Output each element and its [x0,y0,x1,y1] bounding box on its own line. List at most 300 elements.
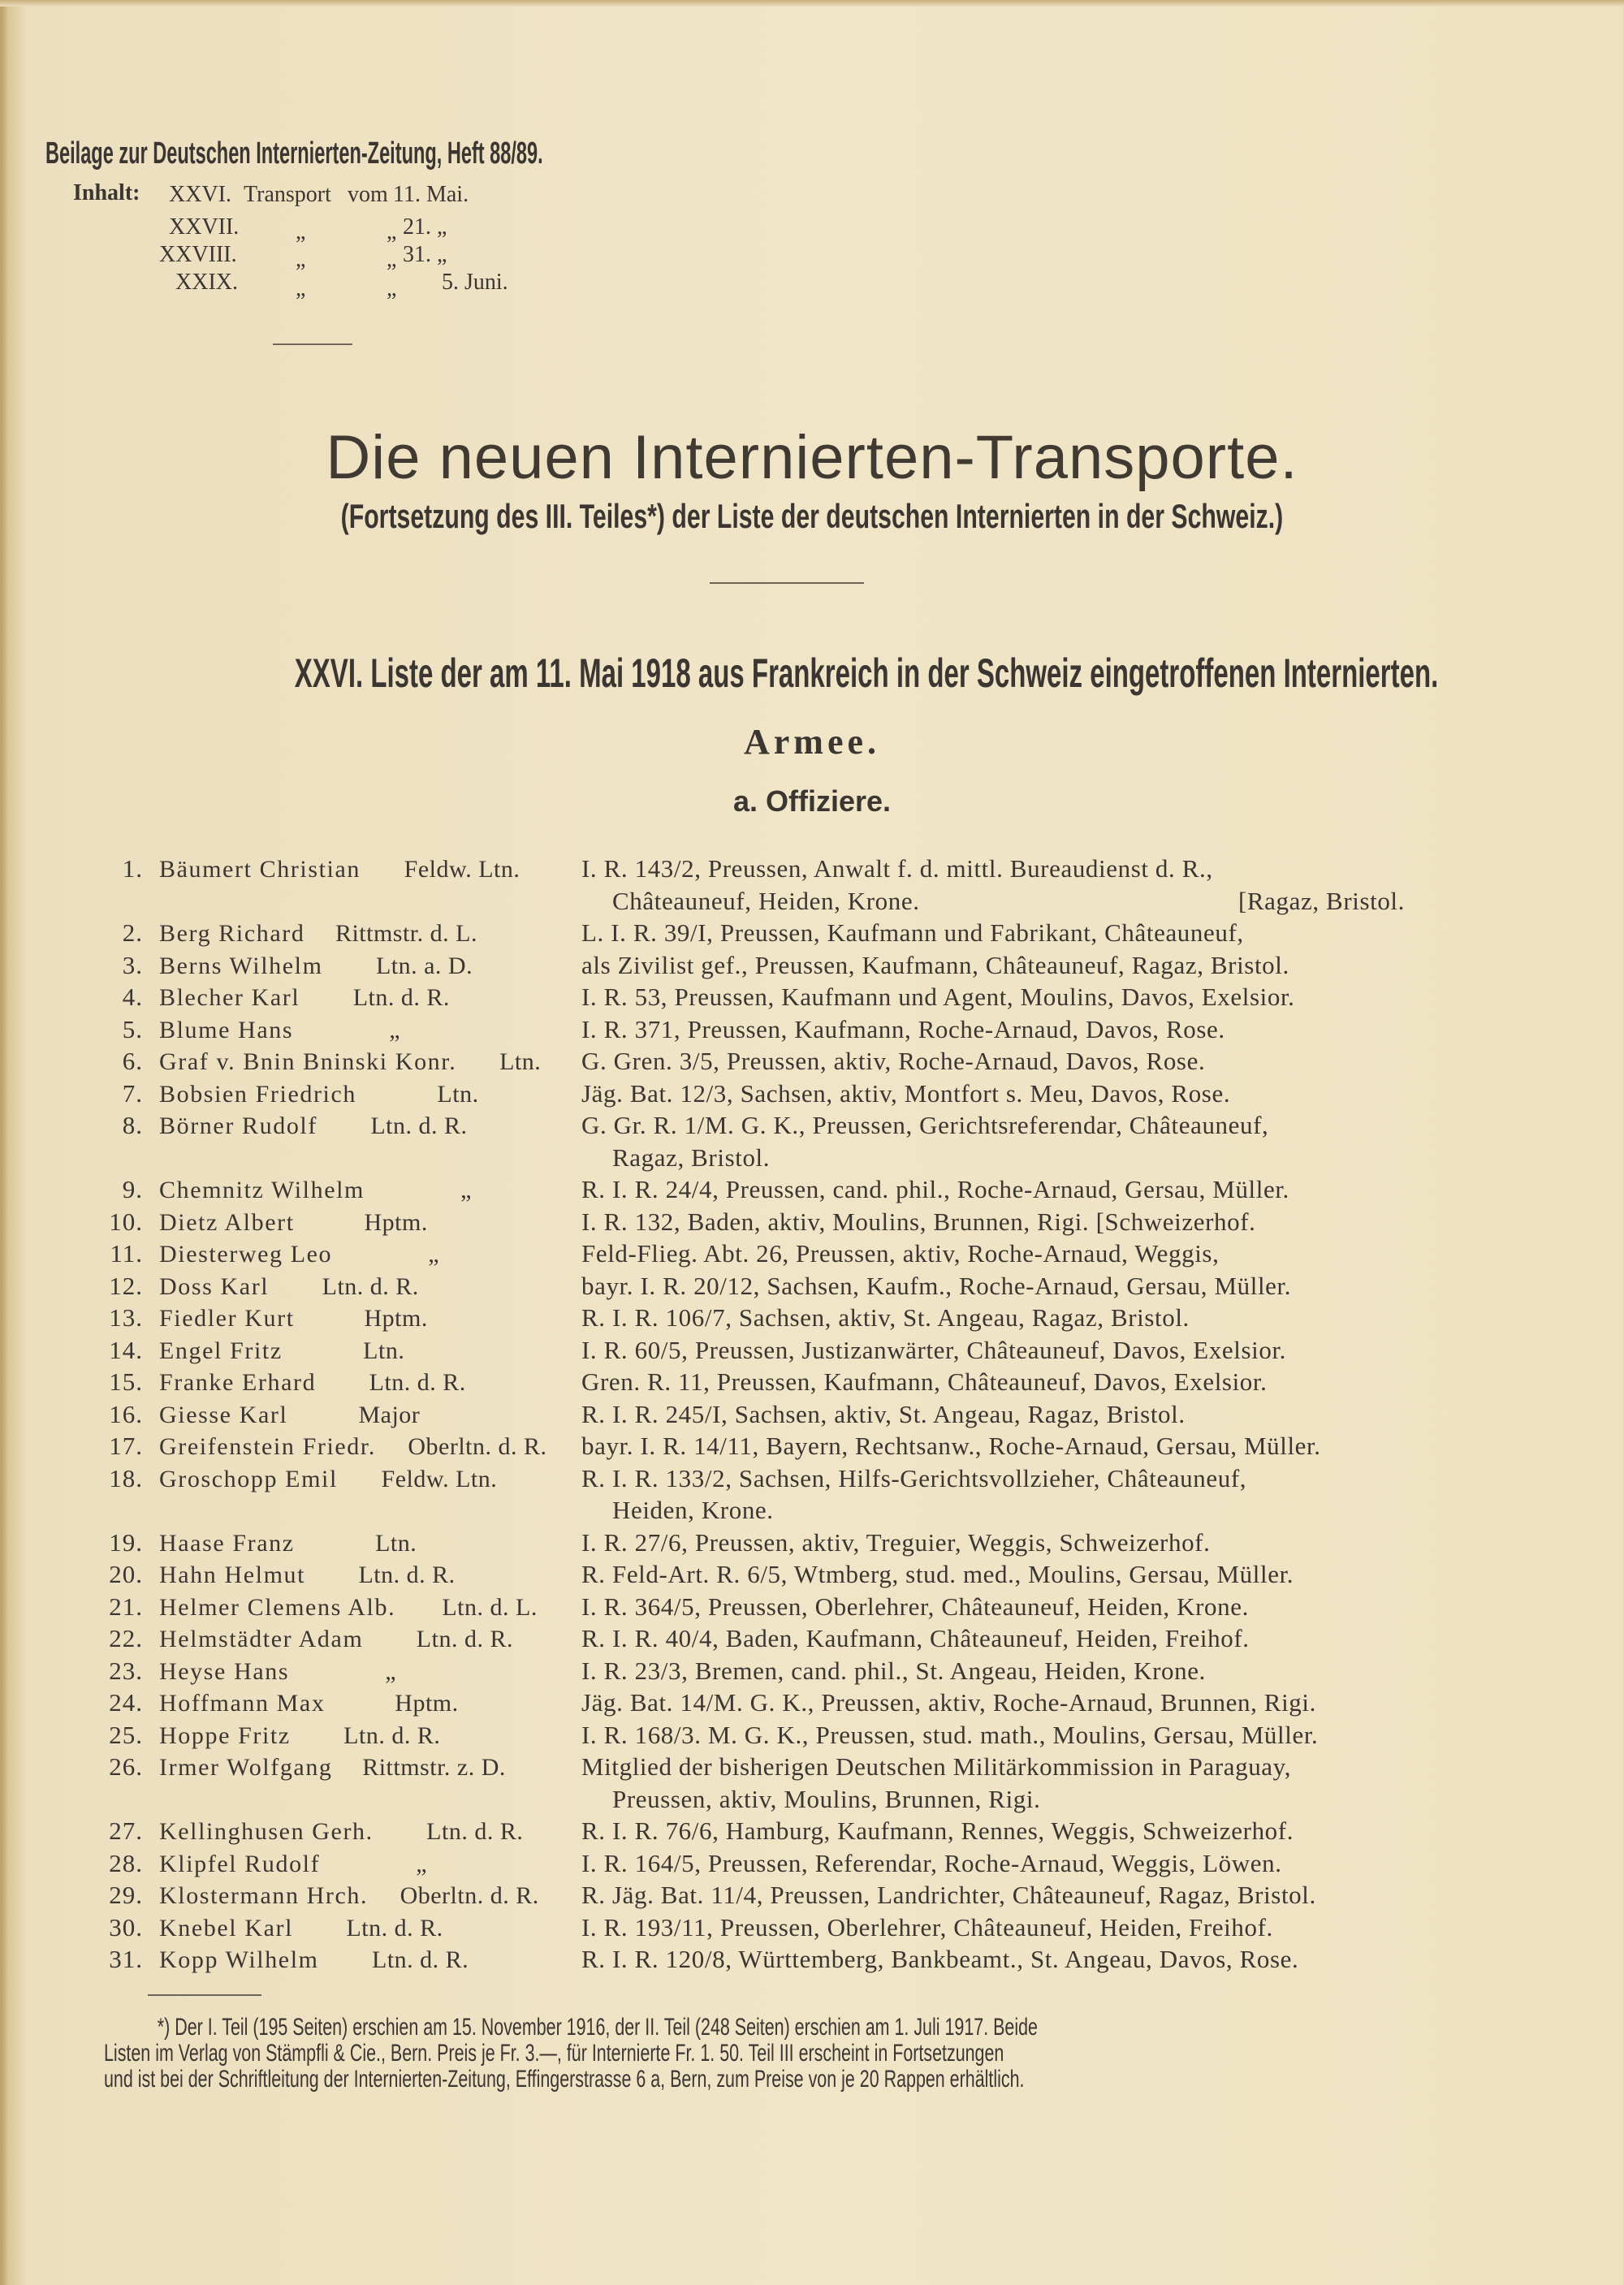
list-item [97,1881,1478,1913]
name-rank [159,1337,584,1365]
entry-person [97,1432,585,1464]
entry-name: Dietz Albert [159,1208,295,1236]
contents-date: 5. Juni. [442,270,508,295]
entry-person [97,1816,585,1849]
entry-name: Graf v. Bnin Bninski Konr. [159,1048,457,1075]
detail-text: I. R. 168/3. M. G. K., Preussen, stud. math., Moulins, Gersau, Müller. [581,1720,1319,1749]
list-heading-wrap [0,650,1624,697]
person-row [97,1624,585,1657]
contents-roman: XXIX. [175,270,238,295]
name-rank [159,1818,584,1846]
person-row [97,1336,585,1368]
entry-rank: „ [389,1016,401,1043]
list-item [97,983,1478,1015]
entry-name: Chemnitz Wilhelm [159,1177,365,1203]
list-item [97,1560,1478,1592]
list-item [97,1207,1478,1240]
entry-details [581,1111,1478,1175]
list-item [97,1111,1478,1175]
entry-details [581,1560,1478,1592]
contents-roman: XXVIII. [159,242,237,267]
detail-line [581,1143,1478,1176]
entry-number: 5. [122,1014,143,1043]
name-rank [159,1273,584,1301]
entry-rank: Major [358,1401,421,1428]
contents-date: 31. „ [403,242,447,267]
detail-line [581,1239,1478,1272]
entry-details [581,1624,1478,1657]
entry-number: 14. [109,1335,143,1364]
entry-person [97,1367,585,1400]
detail-text: I. R. 132, Baden, aktiv, Moulins, Brunnen, Rigi. [Schweizerhof. [581,1207,1256,1236]
name-rank [159,1466,584,1493]
name-rank [159,1851,584,1878]
detail-text: Feld-Flieg. Abt. 26, Preussen, aktiv, Roche-Arnaud, Weggis, [581,1239,1220,1268]
entry-name: Hahn Helmut [159,1561,306,1588]
list-item [97,1816,1478,1849]
person-row [97,1239,585,1272]
entry-details [581,1239,1478,1272]
entry-rank: „ [428,1241,440,1268]
entry-name: Börner Rudolf [159,1112,317,1139]
entry-details [581,1272,1478,1304]
entry-details [581,1721,1478,1753]
entry-details [581,1464,1478,1528]
entry-rank: Ltn. [437,1080,479,1108]
name-rank [159,920,584,948]
entry-name: Groschopp Emil [159,1465,338,1492]
entry-number: 17. [109,1432,143,1460]
detail-text: I. R. 364/5, Preussen, Oberlehrer, Châteauneuf, Heiden, Krone. [581,1592,1249,1621]
entry-details [581,1079,1478,1112]
entry-details [581,1303,1478,1336]
entry-person [97,1849,585,1881]
person-row [97,1721,585,1753]
entry-details [581,1592,1478,1625]
entry-number: 31. [109,1945,143,1973]
detail-line [581,1047,1478,1079]
contents-date: 21. „ [403,214,447,240]
contents-vom: „ [387,219,397,244]
detail-text: Gren. R. 11, Preussen, Kaufmann, Châteauneuf, Davos, Exelsior. [581,1367,1268,1396]
detail-line [581,854,1478,887]
name-rank [159,1530,584,1557]
entry-number: 15. [109,1367,143,1396]
entry-person [97,1688,585,1721]
detail-text: Ragaz, Bristol. [612,1142,771,1172]
entry-details [581,1432,1478,1464]
person-row [97,854,585,887]
entry-name: Klipfel Rudolf [159,1850,321,1877]
entry-name: Kopp Wilhelm [159,1946,319,1973]
entry-number: 30. [109,1912,143,1942]
entry-number: 1. [122,854,143,883]
entry-rank: „ [385,1657,397,1685]
entry-number: 3. [122,950,143,979]
list-item [97,1432,1478,1464]
name-rank [159,1882,584,1910]
entry-rank: Ltn. d. R. [416,1626,513,1652]
entry-rank: Hptm. [364,1208,428,1236]
list-item [97,1657,1478,1689]
person-row [97,1432,585,1464]
entry-number: 24. [109,1688,143,1717]
list-item [97,1945,1478,1977]
list-item [97,1175,1478,1207]
entry-name: Heyse Hans [159,1657,290,1685]
list-heading: XXVI. Liste der am 11. Mai 1918 aus Frankreich in der Schweiz eingetroffenen Internierten. [294,650,1439,696]
entry-rank: Ltn. d. R. [372,1946,469,1973]
entry-number: 2. [122,918,143,947]
person-row [97,1881,585,1913]
entry-person [97,1657,585,1689]
detail-line [581,1624,1478,1657]
footnote-divider [148,1994,261,1996]
contents-vom: vom [348,182,388,207]
detail-text: R. I. R. 76/6, Hamburg, Kaufmann, Rennes, Weggis, Schweizerhof. [581,1816,1294,1845]
entry-details [581,1528,1478,1561]
entry-person [97,1945,585,1977]
name-rank [159,1305,584,1333]
name-rank [159,1402,584,1429]
entry-rank: Ltn. d. R. [352,984,450,1011]
detail-text: R. I. R. 24/4, Preussen, cand. phil., Roche-Arnaud, Gersau, Müller. [581,1175,1289,1203]
entry-rank: Feldw. Ltn. [404,856,520,883]
name-rank [159,1017,584,1044]
entry-number: 8. [122,1111,143,1139]
entry-person [97,983,585,1015]
name-rank [159,1561,584,1589]
detail-line [581,1592,1478,1625]
contents-word: „ [296,219,306,244]
entry-rank: „ [460,1177,472,1203]
entry-rank: Ltn. d. R. [322,1272,419,1300]
entry-rank: Ltn. a. D. [375,952,473,979]
section-heading: Armee. [743,722,880,762]
name-rank [159,1722,584,1750]
detail-line [581,1015,1478,1047]
detail-text: I. R. 23/3, Bremen, cand. phil., St. Angeau, Heiden, Krone. [581,1656,1206,1685]
entry-person [97,1079,585,1112]
list-item [97,1721,1478,1753]
person-row [97,1079,585,1112]
detail-line [581,1207,1478,1240]
name-rank [159,1690,584,1717]
entry-number: 10. [109,1207,143,1236]
entry-person [97,1047,585,1079]
person-row [97,1047,585,1079]
detail-text: Mitglied der bisherigen Deutschen Militärkommission in Paraguay, [581,1752,1292,1781]
entry-number: 16. [109,1399,143,1428]
name-rank [159,1048,584,1076]
entry-person [97,1336,585,1368]
entry-name: Bäumert Christian [159,856,361,883]
spacer [920,887,1238,919]
entry-person [97,1881,585,1913]
person-row [97,1175,585,1207]
detail-text: R. I. R. 120/8, Württemberg, Bankbeamt., St. Angeau, Davos, Rose. [581,1945,1299,1973]
entry-details [581,1881,1478,1913]
person-row [97,1303,585,1336]
entry-number: 11. [110,1239,143,1268]
footnote-line: und ist bei der Schriftleitung der Internierten-Zeitung, Effingerstrasse 6 a, Bern, zum Preise von je 20 Rappen erhältlich. [104,2066,1025,2093]
contents-date: 11. Mai. [393,182,469,207]
detail-text: L. I. R. 39/I, Preussen, Kaufmann und Fabrikant, Châteauneuf, [581,918,1244,947]
detail-line [581,1816,1478,1849]
detail-line [581,1111,1478,1143]
entry-rank: Ltn. [375,1529,417,1557]
entry-rank: Ltn. d. R. [346,1914,443,1942]
entry-rank: „ [416,1850,428,1877]
entry-details [581,1752,1478,1816]
name-rank [159,856,584,883]
detail-line [581,1913,1478,1946]
entry-name: Blume Hans [159,1016,294,1043]
entry-person [97,951,585,983]
entry-number: 7. [122,1078,143,1108]
entry-rank: Feldw. Ltn. [381,1465,498,1492]
detail-line [581,1688,1478,1721]
detail-line [581,1849,1478,1881]
name-rank [159,1594,584,1622]
detail-line [581,887,1478,919]
entry-rank: Oberltn. d. R. [400,1882,539,1909]
entry-name: Kellinghusen Gerh. [159,1818,374,1845]
entry-rank: Ltn. d. R. [358,1561,456,1588]
entry-person [97,1560,585,1592]
detail-text: bayr. I. R. 20/12, Sachsen, Kaufm., Roche-Arnaud, Gersau, Müller. [581,1271,1292,1300]
detail-line [581,1560,1478,1592]
detail-line [581,918,1478,951]
entry-number: 29. [109,1881,143,1909]
entry-person [97,854,585,918]
detail-text: I. R. 371, Preussen, Kaufmann, Roche-Arnaud, Davos, Rose. [581,1014,1225,1043]
entry-person [97,1721,585,1753]
detail-line [581,1881,1478,1913]
entry-number: 13. [109,1303,143,1332]
entry-person [97,1175,585,1207]
detail-text: I. R. 27/6, Preussen, aktiv, Treguier, Weggis, Schweizerhof. [581,1527,1211,1557]
entry-name: Klostermann Hrch. [159,1882,369,1909]
entry-person [97,1400,585,1432]
detail-line [581,983,1478,1015]
detail-line [581,1336,1478,1368]
person-row [97,1688,585,1721]
entry-name: Blecher Karl [159,984,300,1011]
name-rank [159,952,584,980]
entry-details [581,1816,1478,1849]
list-item [97,1047,1478,1079]
entry-person [97,1528,585,1561]
entry-name: Greifenstein Friedr. [159,1433,376,1460]
list-item [97,1624,1478,1657]
subsection-heading: a. Offiziere. [732,784,892,818]
entry-name: Fiedler Kurt [159,1305,295,1332]
entry-rank: Ltn. [363,1337,405,1364]
detail-line [581,1367,1478,1400]
list-item [97,918,1478,951]
person-row [97,1464,585,1497]
detail-line [581,1496,1478,1528]
contents-vom: „ [387,247,397,272]
detail-text: R. Feld-Art. R. 6/5, Wtmberg, stud. med., Moulins, Gersau, Müller. [581,1560,1294,1588]
entry-number: 18. [109,1463,143,1492]
detail-line [581,1752,1478,1785]
list-item [97,1272,1478,1304]
entry-number: 26. [109,1752,143,1781]
entry-rank: Ltn. d. R. [369,1369,466,1396]
entry-rank: Ltn. d. R. [343,1721,441,1749]
person-row [97,918,585,951]
entry-name: Berns Wilhelm [159,952,323,979]
name-rank [159,984,584,1012]
detail-text: Preussen, aktiv, Moulins, Brunnen, Rigi. [612,1784,1041,1813]
entry-name: Helmstädter Adam [159,1626,364,1652]
contents-roman: XXVI. [169,182,231,207]
entry-details [581,1015,1478,1047]
entry-rank: Ltn. d. R. [426,1818,524,1845]
person-row [97,1816,585,1849]
list-item [97,1079,1478,1112]
detail-line [581,1657,1478,1689]
entry-person [97,1015,585,1047]
list-item [97,1752,1478,1816]
contents-word: „ [296,247,306,272]
supplement-header: Beilage zur Deutschen Internierten-Zeitung, Heft 88/89. [45,136,543,171]
entry-name: Helmer Clemens Alb. [159,1593,396,1621]
entry-details [581,1367,1478,1400]
list-item [97,1367,1478,1400]
entry-name: Bobsien Friedrich [159,1080,357,1108]
detail-text: Châteauneuf, Heiden, Krone. [612,886,920,915]
entry-details [581,1688,1478,1721]
entry-number: 9. [122,1175,143,1203]
detail-line [581,1785,1478,1817]
entry-person [97,1111,585,1175]
entry-details [581,1945,1478,1977]
entry-rank: Rittmstr. d. L. [335,920,477,947]
entry-number: 25. [109,1720,143,1749]
detail-line [581,1945,1478,1977]
detail-text: Heiden, Krone. [612,1496,774,1524]
person-row [97,1945,585,1977]
entry-number: 21. [109,1592,143,1621]
list-item [97,1913,1478,1946]
person-row [97,1015,585,1047]
detail-line [581,1079,1478,1112]
detail-text: R. I. R. 245/I, Sachsen, aktiv, St. Angeau, Ragaz, Bristol. [581,1399,1186,1428]
detail-text: I. R. 164/5, Preussen, Referendar, Roche-Arnaud, Weggis, Löwen. [581,1848,1282,1877]
list-item [97,1303,1478,1336]
entry-number: 28. [109,1848,143,1877]
list-item [97,1015,1478,1047]
page-edge [0,0,1624,6]
entry-name: Irmer Wolfgang [159,1754,333,1781]
detail-text: I. R. 193/11, Preussen, Oberlehrer, Châteauneuf, Heiden, Freihof. [581,1912,1273,1942]
contents-word: „ [296,276,306,301]
name-rank [159,1369,584,1397]
entry-name: Haase Franz [159,1529,295,1557]
list-item [97,1336,1478,1368]
entry-details [581,1047,1478,1079]
entry-name: Berg Richard [159,920,305,947]
entry-number: 4. [122,983,143,1011]
entry-details [581,983,1478,1015]
detail-line [581,1721,1478,1753]
entry-number: 19. [109,1527,143,1557]
detail-line [581,1400,1478,1432]
detail-tail: [Ragaz, Bristol. [1237,886,1405,915]
entry-name: Giesse Karl [159,1401,288,1428]
entry-number: 12. [109,1271,143,1300]
list-item [97,1464,1478,1528]
detail-line [581,1464,1478,1497]
entry-person [97,918,585,951]
entry-person [97,1913,585,1946]
name-rank [159,1658,584,1686]
person-row [97,1111,585,1143]
detail-text: I. R. 53, Preussen, Kaufmann und Agent, Moulins, Davos, Exelsior. [581,983,1295,1011]
person-row [97,1400,585,1432]
entry-rank: Ltn. [499,1048,542,1075]
subtitle-wrap [0,497,1624,536]
person-row [97,1752,585,1785]
entry-name: Hoffmann Max [159,1690,326,1717]
person-row [97,1657,585,1689]
entry-details [581,1657,1478,1689]
name-rank [159,1112,584,1140]
entry-details [581,1913,1478,1946]
entry-details [581,854,1478,918]
entry-rank: Ltn. d. R. [370,1112,468,1139]
name-rank [159,1946,584,1974]
entry-name: Hoppe Fritz [159,1721,291,1749]
list-item [97,1400,1478,1432]
person-row [97,1913,585,1946]
entry-details [581,1336,1478,1368]
contents-vom: „ [387,276,397,301]
contents-roman: XXVII. [169,214,240,240]
name-rank [159,1915,584,1942]
entry-details [581,951,1478,983]
entry-person [97,1239,585,1272]
entry-rank: Rittmstr. z. D. [362,1754,506,1781]
entry-person [97,1303,585,1336]
detail-text: G. Gr. R. 1/M. G. K., Preussen, Gerichtsreferendar, Châteauneuf, [581,1111,1269,1139]
divider [710,582,864,584]
detail-text: R. Jäg. Bat. 11/4, Preussen, Landrichter, Châteauneuf, Ragaz, Bristol. [581,1881,1316,1909]
detail-text: I. R. 60/5, Preussen, Justizanwärter, Châteauneuf, Davos, Exelsior. [581,1335,1287,1364]
entry-person [97,1464,585,1528]
detail-line [581,1303,1478,1336]
name-rank [159,1241,584,1268]
detail-text: G. Gren. 3/5, Preussen, aktiv, Roche-Arnaud, Davos, Rose. [581,1047,1206,1075]
name-rank [159,1433,584,1461]
divider [273,343,352,345]
detail-text: Jäg. Bat. 14/M. G. K., Preussen, aktiv, Roche-Arnaud, Brunnen, Rigi. [581,1688,1316,1717]
entry-number: 20. [109,1560,143,1588]
person-row [97,1272,585,1304]
entry-name: Knebel Karl [159,1914,294,1942]
person-row [97,951,585,983]
detail-text: Jäg. Bat. 12/3, Sachsen, aktiv, Montfort s. Meu, Davos, Rose. [581,1078,1231,1108]
detail-line [581,1272,1478,1304]
detail-line [581,1175,1478,1207]
entry-name: Engel Fritz [159,1337,283,1364]
entry-number: 6. [122,1047,143,1075]
list-item [97,1592,1478,1625]
detail-line [581,1528,1478,1561]
